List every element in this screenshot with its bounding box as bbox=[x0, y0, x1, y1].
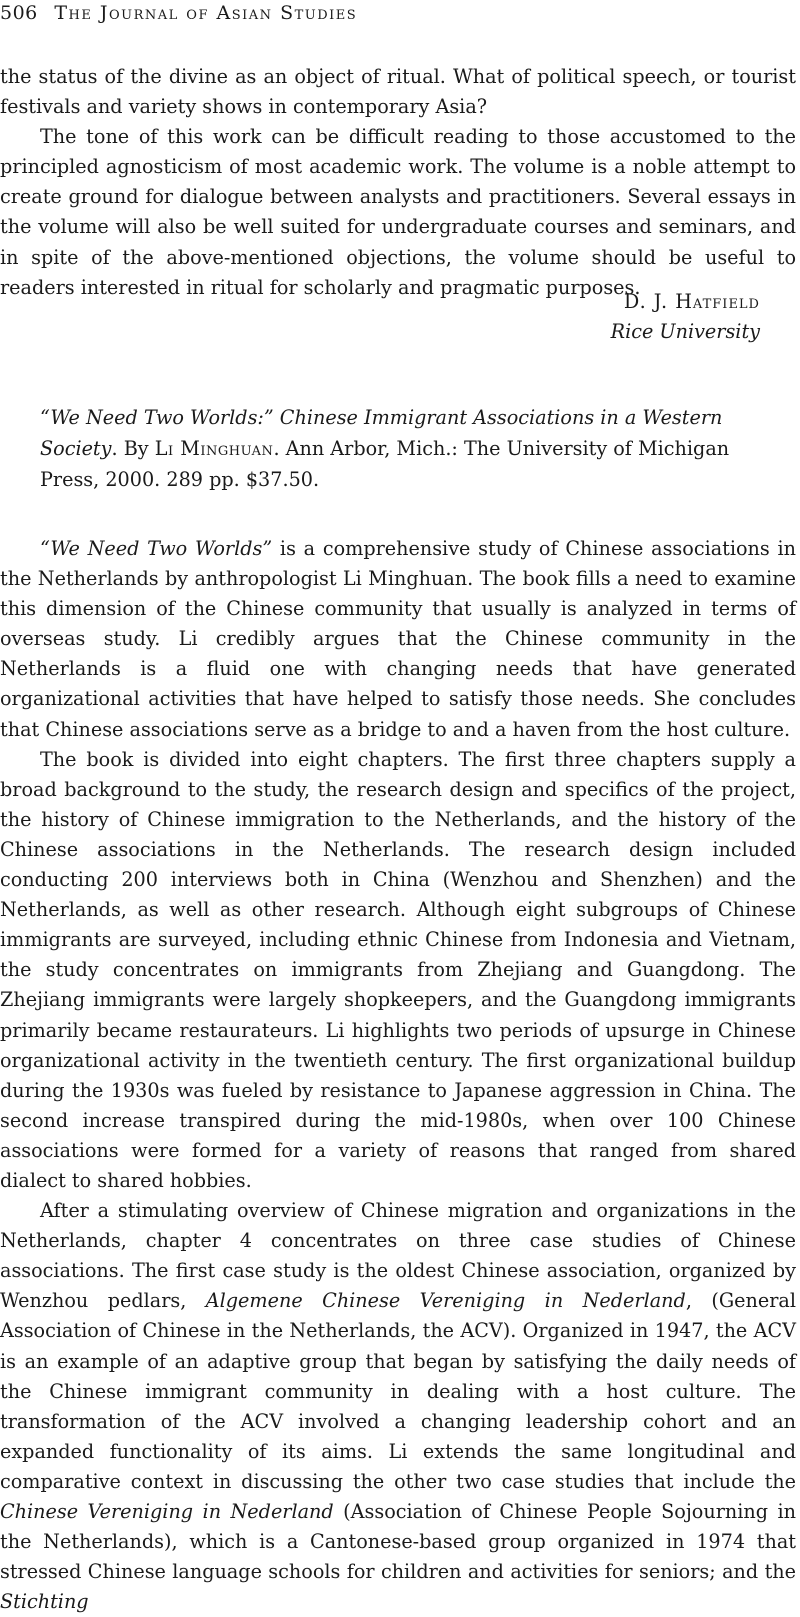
association-name-acv: Algemene Chinese Vereniging in Nederland bbox=[205, 1289, 686, 1313]
book-citation bbox=[40, 402, 780, 495]
reviewer-affiliation: Rice University bbox=[610, 320, 760, 343]
association-name-cvn: Chinese Vereniging in Nederland bbox=[0, 1500, 334, 1523]
review-paragraph-2: The book is divided into eight chapters. The first three chapters supply a broad background to the study, the research design and specifics of the project, the history of Chinese immigration to the Netherlands, and the history of the Chinese associations in the Netherlands. The research design included conducting 200 interviews both in China (Wenzhou and Shenzhen) and the Netherlands, as well as other research. Although eight subgroups of Chinese immigrants are surveyed, including ethnic Chinese from Indonesia and Vietnam, the study concentrates on immigrants from Zhejiang and Guangdong. The Zhejiang immigrants were largely shopkeepers, and the Guangdong immigrants primarily became restaurateurs. Li highlights two periods of upsurge in Chinese organizational activity in the twentieth century. The first organizational buildup during the 1930s was fueled by resistance to Japanese aggression in China. The second increase transpired during the mid-1980s, when over 100 Chinese associations were formed for a variety of reasons that ranged from shared dialect to shared hobbies. bbox=[0, 747, 796, 1192]
previous-review-paragraph-2: The tone of this work can be difficult reading to those accustomed to the principled agnosticism of most academic work. The volume is a noble attempt to create ground for dialogue between analysts and practitioners. Several essays in the volume will also be well suited for undergraduate courses and seminars, and in spite of the above-mentioned objections, the volume should be useful to readers interested in ritual for scholarly and pragmatic purposes. bbox=[0, 125, 796, 299]
association-name-stichting: Stichting bbox=[0, 1590, 89, 1614]
page-number: 506 bbox=[0, 2, 38, 24]
journal-title: The Journal of Asian Studies bbox=[54, 2, 358, 24]
reviewer-name: D. J. Hatfield bbox=[623, 290, 760, 313]
review-body bbox=[0, 534, 796, 1617]
reviewer-signature bbox=[611, 287, 760, 347]
previous-review-paragraph-1: the status of the divine as an object of ritual. What of political speech, or tourist festivals and variety shows in contemporary Asia? bbox=[0, 65, 796, 119]
citation-by: . By bbox=[111, 437, 155, 460]
running-head bbox=[0, 2, 357, 24]
review-book-title: “We Need Two Worlds” bbox=[40, 537, 273, 560]
review-paragraph-3: After a stimulating overview of Chinese migration and organizations in the Netherlands, chapter 4 concentrates on three case studies of Chinese associations. The first case study is the oldest Chinese association, organized by Wenzhou pedlars, Algemene Chinese Vereniging in Nederland, (General Association of Chinese in the Netherlands, the ACV). Organized in 1947, the ACV is an example of an adaptive group that began by satisfying the daily needs of the Chinese immigrant community in dealing with a host culture. The transformation of the ACV involved a changing leadership cohort and an expanded functionality of its aims. Li extends the same longitudinal and comparative context in discussing the other two case studies that include the Chinese Vereniging in Nederland (Association of Chinese People Sojourning in the Netherlands), which is a Cantonese-based group organized in 1974 that stressed Chinese language schools for children and activities for seniors; and the Stichting bbox=[0, 1199, 797, 1614]
review-paragraph-1: “We Need Two Worlds” is a comprehensive study of Chinese associations in the Netherlands by anthropologist Li Minghuan. The book fills a need to examine this dimension of the Chinese community that usually is analyzed in terms of overseas study. Li credibly argues that the Chinese community in the Netherlands is a fluid one with changing needs that have generated organizational activities that have helped to satisfy those needs. She concludes that Chinese associations serve as a bridge to and a haven from the host culture. bbox=[0, 537, 796, 741]
publication-details: . Ann Arbor, Mich.: The University of Michigan Press, 2000. 289 pp. $37.50. bbox=[40, 437, 730, 491]
book-author: Li Minghuan bbox=[154, 437, 274, 460]
book-title: “We Need Two Worlds:” Chinese Immigrant Associations in a Western Society bbox=[40, 406, 723, 460]
previous-review-ending bbox=[0, 62, 796, 303]
